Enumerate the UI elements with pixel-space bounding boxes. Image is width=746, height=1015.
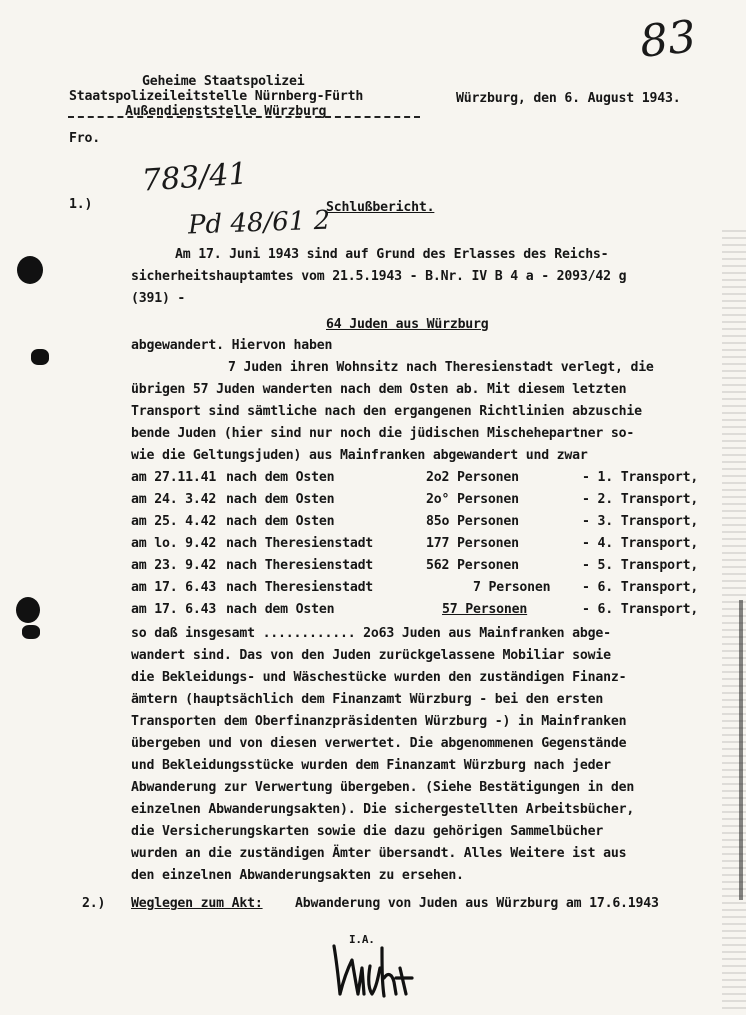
transport-count: 2o2 Personen xyxy=(426,470,519,485)
agency-line-3: Außendienststelle Würzburg xyxy=(125,104,327,119)
transport-label: - 4. Transport, xyxy=(582,536,699,551)
closing-line-12: den einzelnen Abwanderungsakten zu ersehen. xyxy=(131,868,464,883)
item-1-number: 1.) xyxy=(69,197,93,212)
closing-line-3: die Bekleidungs- und Wäschestücke wurden den zuständigen Finanz- xyxy=(131,670,627,685)
closing-line-2: wandert sind. Das von den Juden zurückgelassene Mobiliar sowie xyxy=(131,648,611,663)
intro-line-1: Am 17. Juni 1943 sind auf Grund des Erlasses des Reichs- xyxy=(175,247,609,262)
intro-line-2: sicherheitshauptamtes vom 21.5.1943 - B.Nr. IV B 4 a - 2093/42 g xyxy=(131,269,627,284)
paragraph-line-4: bende Juden (hier sind nur noch die jüdischen Mischehepartner so- xyxy=(131,426,635,441)
handwritten-file-note-1: 783/41 xyxy=(140,156,249,199)
transport-date: am lo. 9.42 xyxy=(131,536,217,551)
transport-destination: nach Theresienstadt xyxy=(226,558,374,573)
paragraph-line-3: Transport sind sämtliche nach den ergangenen Richtlinien abzuschie xyxy=(131,404,642,419)
transport-destination: nach dem Osten xyxy=(226,492,335,507)
agency-line-2: Staatspolizeileitstelle Nürnberg-Fürth xyxy=(69,89,364,104)
paragraph-line-2: übrigen 57 Juden wanderten nach dem Osten ab. Mit diesem letzten xyxy=(131,382,627,397)
transport-date: am 17. 6.43 xyxy=(131,602,217,617)
transport-destination: nach Theresienstadt xyxy=(226,536,374,551)
closing-line-9: einzelnen Abwanderungsakten). Die sichergestellten Arbeitsbücher, xyxy=(131,802,635,817)
after-title-line: abgewandert. Hiervon haben xyxy=(131,338,333,353)
transport-destination: nach Theresienstadt xyxy=(226,580,374,595)
transport-date: am 25. 4.42 xyxy=(131,514,217,529)
page-number: 83 xyxy=(637,11,699,68)
signature-ia: I.A. xyxy=(349,933,375,946)
paragraph-line-1: 7 Juden ihren Wohnsitz nach Theresienstadt verlegt, die xyxy=(228,360,654,375)
agency-line-1: Geheime Staatspolizei xyxy=(142,74,305,89)
filing-instruction-text: Abwanderung von Juden aus Würzburg am 17.6.1943 xyxy=(295,896,659,911)
report-heading: Schlußbericht. xyxy=(326,200,435,215)
closing-line-5: Transporten dem Oberfinanzpräsidenten Würzburg -) in Mainfranken xyxy=(131,714,627,729)
filing-instruction-label: Weglegen zum Akt: xyxy=(131,896,263,911)
paragraph-line-5: wie die Geltungsjuden) aus Mainfranken abgewandert und zwar xyxy=(131,448,588,463)
transport-count: 57 Personen xyxy=(442,602,528,617)
handwritten-signature xyxy=(326,938,416,1000)
handwritten-file-note-2: Pd 48/61 2 xyxy=(187,205,331,241)
transport-date: am 17. 6.43 xyxy=(131,580,217,595)
transport-label: - 1. Transport, xyxy=(582,470,699,485)
letterhead-divider xyxy=(68,116,420,118)
item-2-number: 2.) xyxy=(82,896,106,911)
clerk-initials: Fro. xyxy=(69,131,100,146)
transport-date: am 27.11.41 xyxy=(131,470,217,485)
transport-count: 2o° Personen xyxy=(426,492,519,507)
transport-destination: nach dem Osten xyxy=(226,514,335,529)
closing-line-11: wurden an die zuständigen Ämter übersandt. Alles Weitere ist aus xyxy=(131,846,627,861)
centered-title: 64 Juden aus Würzburg xyxy=(326,317,489,332)
closing-line-4: ämtern (hauptsächlich dem Finanzamt Würzburg - bei den ersten xyxy=(131,692,604,707)
transport-destination: nach dem Osten xyxy=(226,470,335,485)
transport-date: am 24. 3.42 xyxy=(131,492,217,507)
closing-line-1: so daß insgesamt ............ 2o63 Juden aus Mainfranken abge- xyxy=(131,626,611,641)
closing-line-7: und Bekleidungsstücke wurden dem Finanzamt Würzburg nach jeder xyxy=(131,758,611,773)
transport-count: 177 Personen xyxy=(426,536,519,551)
punch-hole-small xyxy=(31,349,49,365)
transport-count: 562 Personen xyxy=(426,558,519,573)
punch-hole-bottom-2 xyxy=(22,625,40,639)
transport-count: 85o Personen xyxy=(426,514,519,529)
scan-edge-shadow xyxy=(739,600,743,900)
transport-date: am 23. 9.42 xyxy=(131,558,217,573)
intro-line-3: (391) - xyxy=(131,291,186,306)
closing-line-8: Abwanderung zur Verwertung übergeben. (Siehe Bestätigungen in den xyxy=(131,780,635,795)
transport-label: - 2. Transport, xyxy=(582,492,699,507)
punch-hole-bottom xyxy=(16,597,40,623)
closing-line-6: übergeben und von diesen verwertet. Die abgenommenen Gegenstände xyxy=(131,736,627,751)
place-date: Würzburg, den 6. August 1943. xyxy=(456,91,681,106)
transport-label: - 6. Transport, xyxy=(582,602,699,617)
closing-line-10: die Versicherungskarten sowie die dazu gehörigen Sammelbücher xyxy=(131,824,604,839)
transport-count: 7 Personen xyxy=(473,580,551,595)
transport-label: - 5. Transport, xyxy=(582,558,699,573)
transport-label: - 6. Transport, xyxy=(582,580,699,595)
transport-label: - 3. Transport, xyxy=(582,514,699,529)
transport-destination: nach dem Osten xyxy=(226,602,335,617)
punch-hole-top xyxy=(17,256,43,284)
